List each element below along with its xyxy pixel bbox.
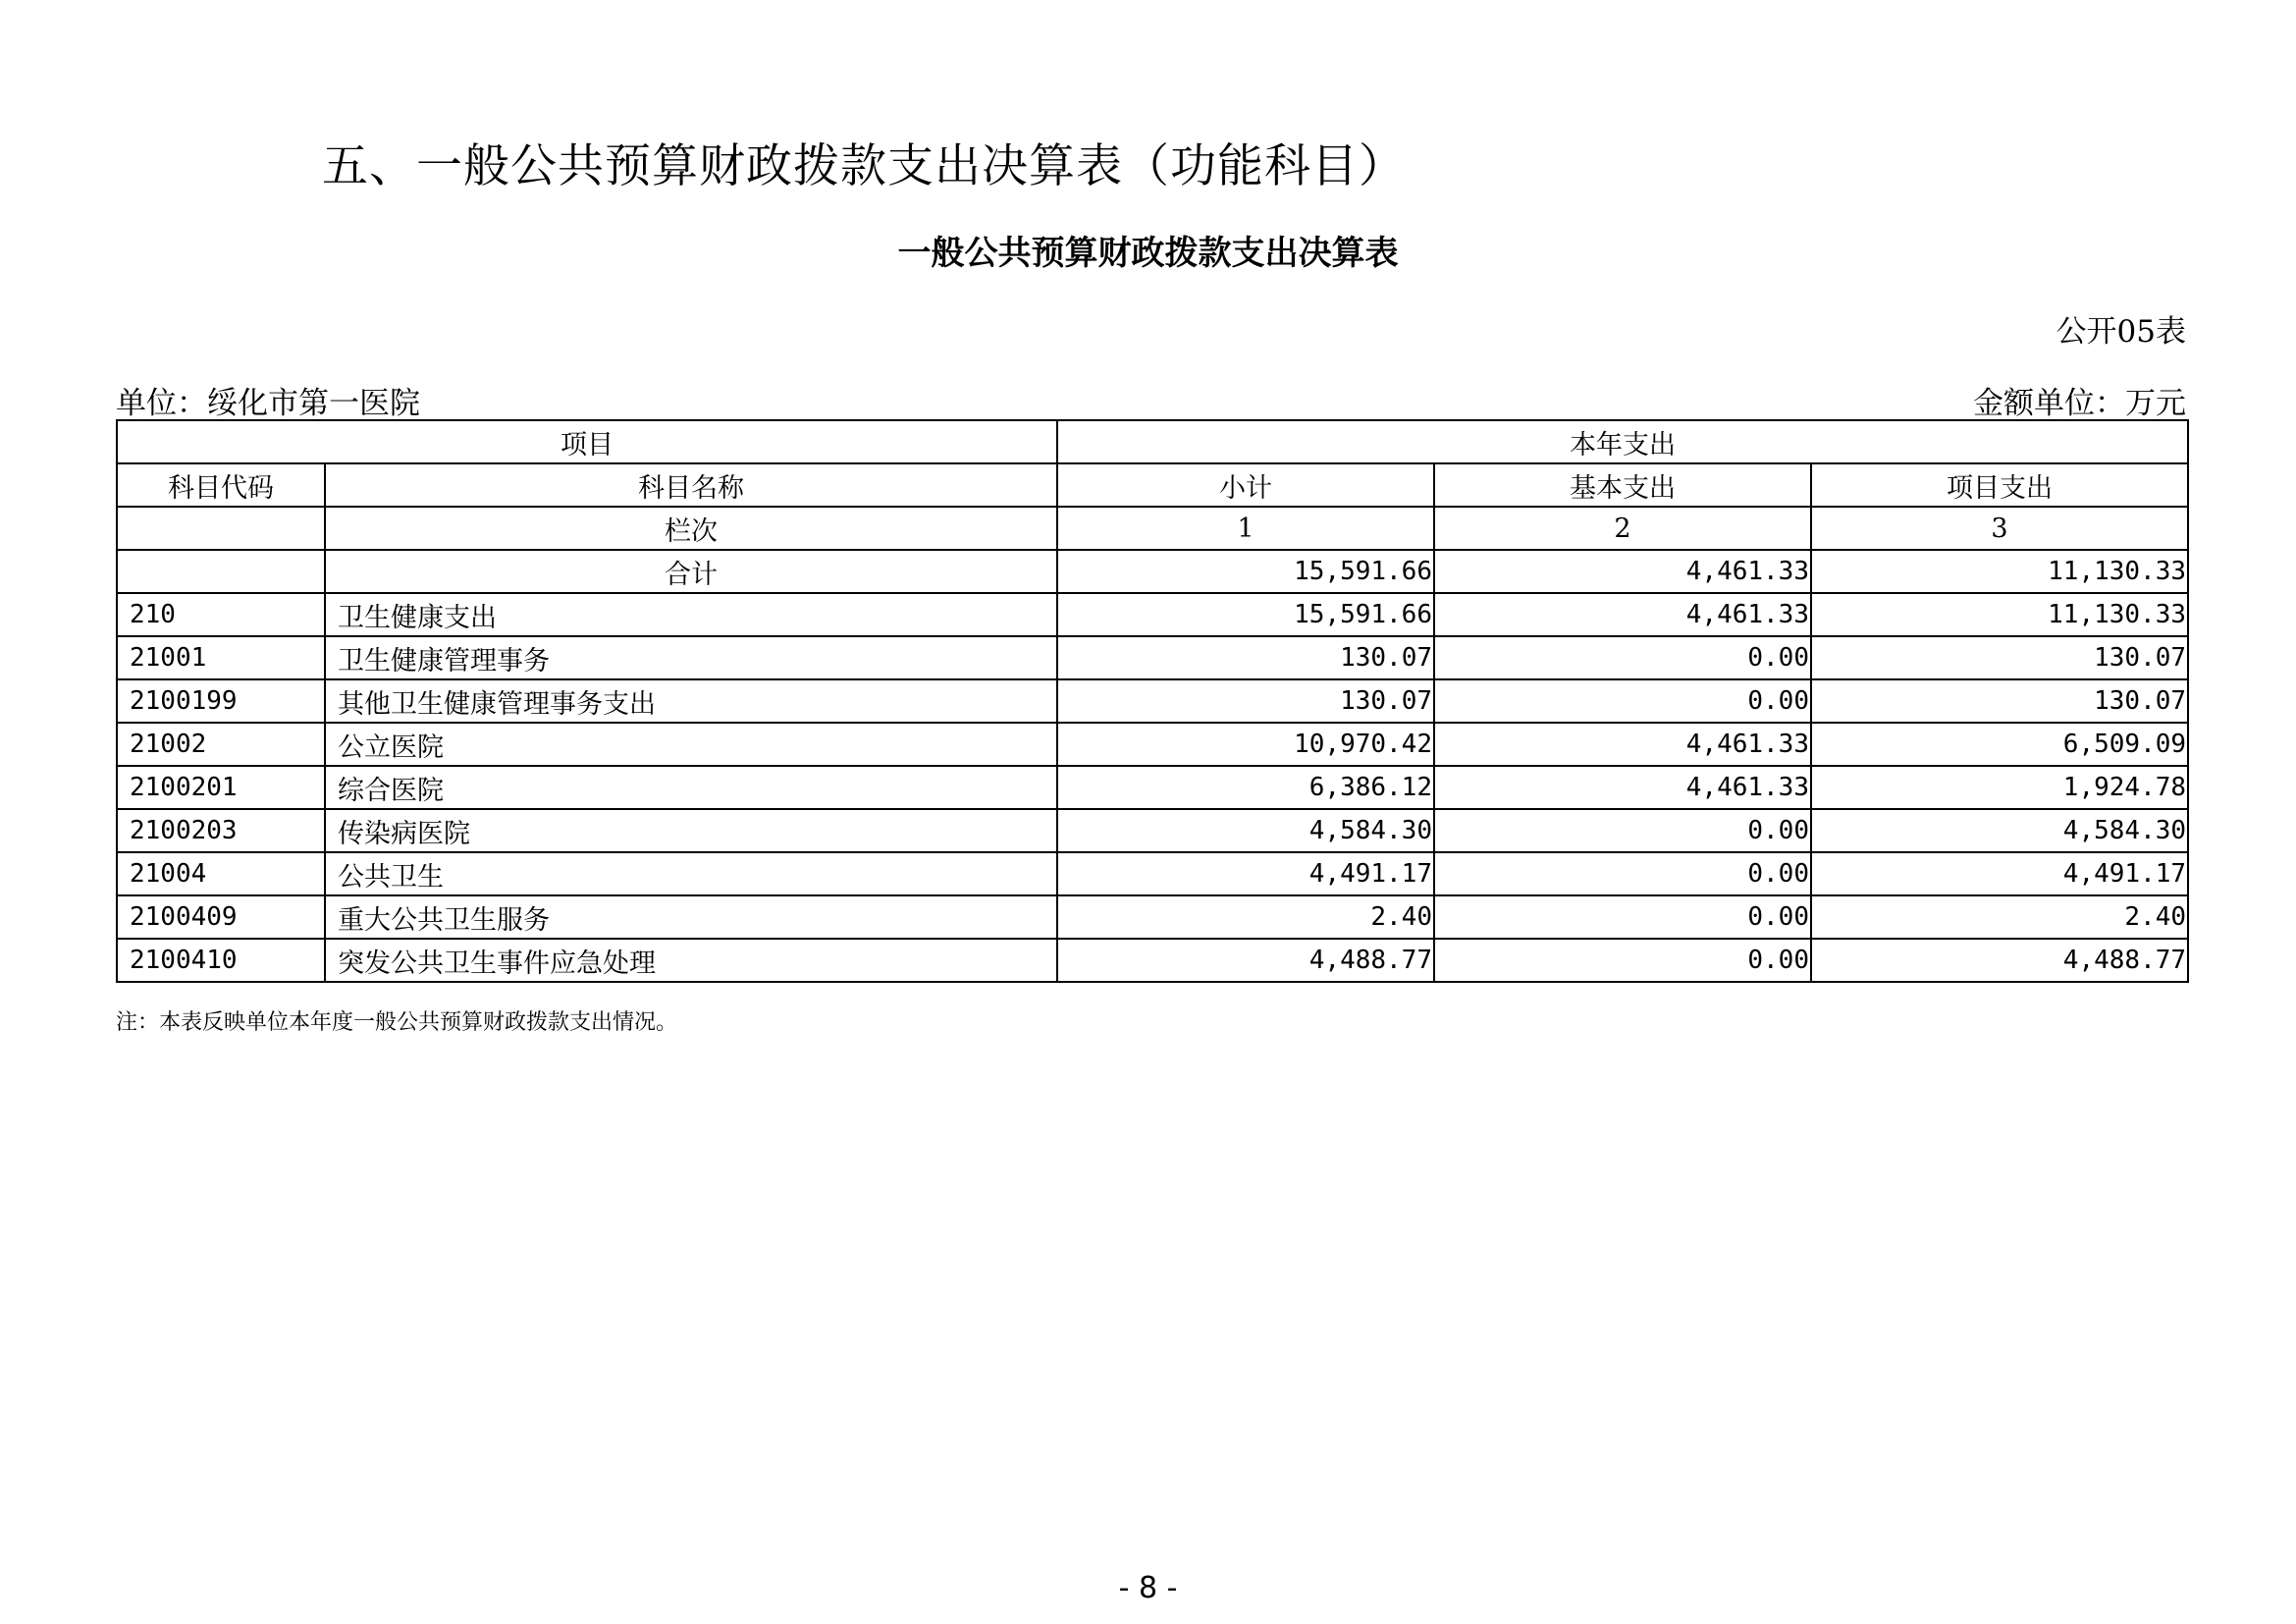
total-code-blank bbox=[117, 550, 325, 593]
row-project: 4,584.30 bbox=[1811, 809, 2188, 852]
row-name: 重大公共卫生服务 bbox=[325, 895, 1057, 939]
row-code: 21001 bbox=[117, 636, 325, 679]
table-row bbox=[117, 895, 2188, 939]
row-subtotal: 4,488.77 bbox=[1057, 939, 1434, 982]
column-number-blank bbox=[117, 507, 325, 550]
row-code: 21004 bbox=[117, 852, 325, 895]
unit-line bbox=[116, 378, 2186, 422]
row-name: 综合医院 bbox=[325, 766, 1057, 809]
row-subtotal: 4,491.17 bbox=[1057, 852, 1434, 895]
row-code: 2100201 bbox=[117, 766, 325, 809]
row-subtotal: 10,970.42 bbox=[1057, 723, 1434, 766]
table-row bbox=[117, 852, 2188, 895]
header-row-1 bbox=[117, 420, 2188, 463]
row-name: 公立医院 bbox=[325, 723, 1057, 766]
page-heading: 五、一般公共预算财政拨款支出决算表（功能科目） bbox=[322, 139, 1406, 193]
unit-label: 单位：绥化市第一医院 bbox=[116, 386, 420, 421]
table-row bbox=[117, 939, 2188, 982]
row-basic: 0.00 bbox=[1434, 895, 1811, 939]
row-subtotal: 4,584.30 bbox=[1057, 809, 1434, 852]
column-number-1: 1 bbox=[1057, 507, 1434, 550]
row-subtotal: 15,591.66 bbox=[1057, 593, 1434, 636]
row-basic: 0.00 bbox=[1434, 939, 1811, 982]
row-name: 其他卫生健康管理事务支出 bbox=[325, 679, 1057, 723]
header-row-2 bbox=[117, 463, 2188, 507]
row-subtotal: 130.07 bbox=[1057, 679, 1434, 723]
header-subtotal: 小计 bbox=[1057, 463, 1434, 507]
row-code: 2100410 bbox=[117, 939, 325, 982]
header-basic: 基本支出 bbox=[1434, 463, 1811, 507]
row-name: 传染病医院 bbox=[325, 809, 1057, 852]
row-basic: 0.00 bbox=[1434, 636, 1811, 679]
page-number: - 8 - bbox=[1118, 1571, 1178, 1605]
row-code: 2100203 bbox=[117, 809, 325, 852]
row-project: 6,509.09 bbox=[1811, 723, 2188, 766]
row-subtotal: 130.07 bbox=[1057, 636, 1434, 679]
row-project: 4,491.17 bbox=[1811, 852, 2188, 895]
row-basic: 0.00 bbox=[1434, 852, 1811, 895]
row-name: 卫生健康管理事务 bbox=[325, 636, 1057, 679]
row-name: 突发公共卫生事件应急处理 bbox=[325, 939, 1057, 982]
row-basic: 0.00 bbox=[1434, 679, 1811, 723]
row-basic: 4,461.33 bbox=[1434, 593, 1811, 636]
row-code: 2100199 bbox=[117, 679, 325, 723]
row-code: 21002 bbox=[117, 723, 325, 766]
row-project: 2.40 bbox=[1811, 895, 2188, 939]
table-row bbox=[117, 636, 2188, 679]
total-project: 11,130.33 bbox=[1811, 550, 2188, 593]
header-project: 项目 bbox=[117, 420, 1057, 463]
row-subtotal: 6,386.12 bbox=[1057, 766, 1434, 809]
total-row bbox=[117, 550, 2188, 593]
header-name: 科目名称 bbox=[325, 463, 1057, 507]
row-code: 2100409 bbox=[117, 895, 325, 939]
row-project: 4,488.77 bbox=[1811, 939, 2188, 982]
row-basic: 4,461.33 bbox=[1434, 766, 1811, 809]
row-name: 卫生健康支出 bbox=[325, 593, 1057, 636]
row-basic: 0.00 bbox=[1434, 809, 1811, 852]
table-row bbox=[117, 723, 2188, 766]
row-project: 130.07 bbox=[1811, 636, 2188, 679]
table-row bbox=[117, 809, 2188, 852]
total-subtotal: 15,591.66 bbox=[1057, 550, 1434, 593]
table-row bbox=[117, 766, 2188, 809]
column-number-2: 2 bbox=[1434, 507, 1811, 550]
row-code: 210 bbox=[117, 593, 325, 636]
table-row bbox=[117, 679, 2188, 723]
header-project-expense: 项目支出 bbox=[1811, 463, 2188, 507]
row-project: 1,924.78 bbox=[1811, 766, 2188, 809]
column-label: 栏次 bbox=[325, 507, 1057, 550]
row-name: 公共卫生 bbox=[325, 852, 1057, 895]
row-project: 130.07 bbox=[1811, 679, 2188, 723]
form-number: 公开05表 bbox=[2056, 314, 2186, 350]
column-number-3: 3 bbox=[1811, 507, 2188, 550]
header-this-year: 本年支出 bbox=[1057, 420, 2188, 463]
amount-unit-label: 金额单位：万元 bbox=[1973, 386, 2186, 421]
row-basic: 4,461.33 bbox=[1434, 723, 1811, 766]
row-subtotal: 2.40 bbox=[1057, 895, 1434, 939]
header-code: 科目代码 bbox=[117, 463, 325, 507]
table-row bbox=[117, 593, 2188, 636]
total-basic: 4,461.33 bbox=[1434, 550, 1811, 593]
budget-table bbox=[116, 419, 2189, 983]
row-project: 11,130.33 bbox=[1811, 593, 2188, 636]
table-title: 一般公共预算财政拨款支出决算表 bbox=[897, 234, 1399, 273]
total-label: 合计 bbox=[325, 550, 1057, 593]
column-number-row bbox=[117, 507, 2188, 550]
footnote: 注：本表反映单位本年度一般公共预算财政拨款支出情况。 bbox=[116, 1010, 678, 1035]
